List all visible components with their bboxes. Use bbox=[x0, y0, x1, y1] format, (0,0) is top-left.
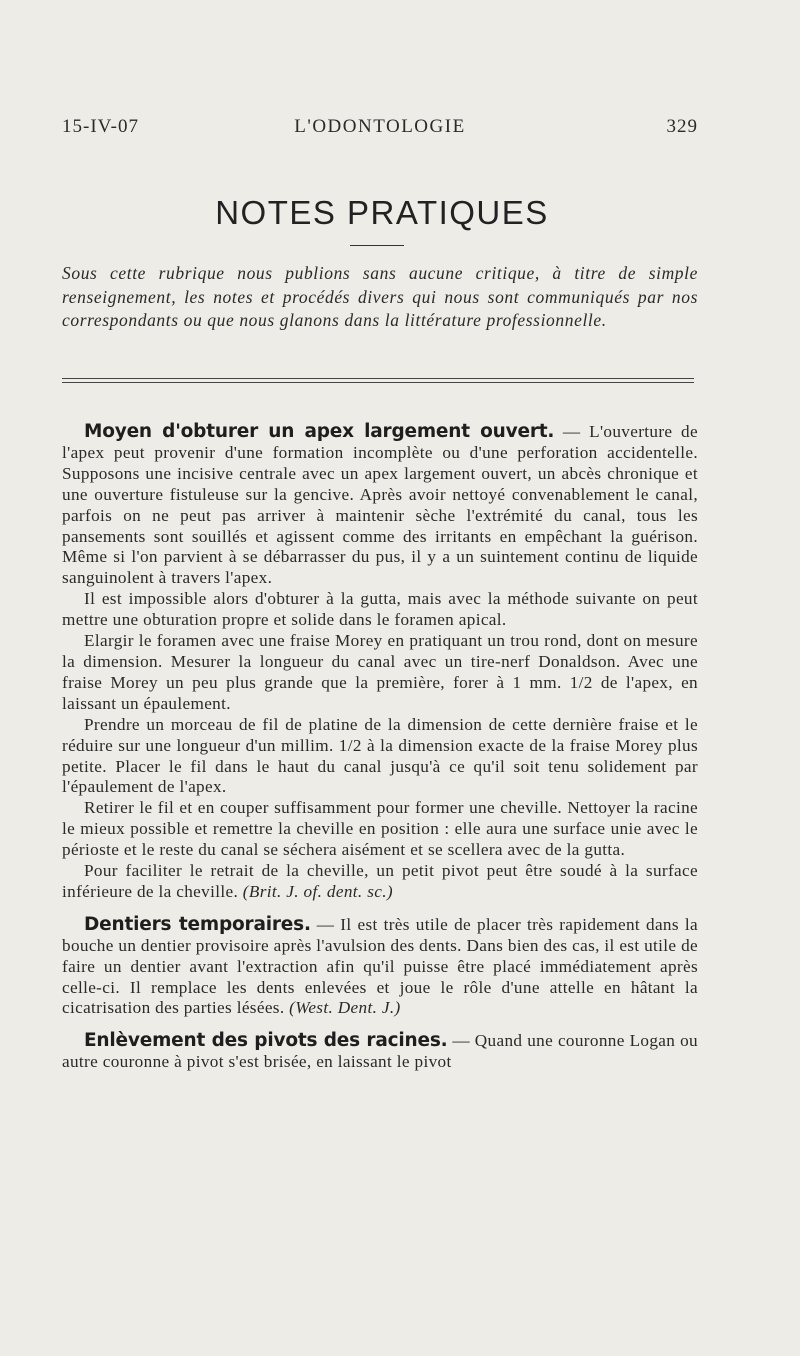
running-header bbox=[62, 116, 698, 146]
source-citation: (Brit. J. of. dent. sc.) bbox=[242, 881, 393, 901]
heading-dash: — bbox=[447, 1031, 475, 1051]
note-apex-paragraph-3: Elargir le foramen avec une fraise Morey en pratiquant un trou rond, dont on mesure la dimension. Mesurer la longueur du canal avec un tire-nerf Donaldson. Avec une fraise Morey un peu plus grande que la première, forer à 1 mm. 1/2 de l'apex, en laissant un épaulement. bbox=[62, 631, 698, 713]
section-title: NOTES PRATIQUES bbox=[215, 194, 549, 231]
note-apex-paragraph-2: Il est impossible alors d'obturer à la gutta, mais avec la méthode suivante on peut mettre une obturation propre et solide dans le foramen apical. bbox=[62, 589, 698, 630]
title-underline bbox=[350, 245, 404, 246]
note-apex-paragraph-4: Prendre un morceau de fil de platine de la dimension de cette dernière fraise et le réduire sur une longueur d'un millim. 1/2 à la dimension exacte de la fraise Morey plus petite. Placer le fil dans le haut du canal jusqu'à ce qu'il soit tenu solidement par l'épaulement de l'apex. bbox=[62, 714, 698, 797]
note-heading-apex: Moyen d'obturer un apex largement ouvert. bbox=[84, 421, 555, 442]
note-apex-text-1: L'ouverture de l'apex peut provenir d'une formation incomplète ou d'une perforation accidentelle. Supposons une incisive centrale avec un apex largement ouvert, un abcès chronique et une ouverture fistuleuse sur la gencive. Après avoir nettoyé convenablement le canal, parfois on ne peut pas arriver à maintenir sèche l'extrémité du canal, tous les pansements sont souillés et agissent comme des irritants en empêchant la guérison. Même si l'on parvient à se débarrasser du pus, il y a un suintement continu de liquide sanguinolent à travers l'apex. bbox=[62, 422, 698, 588]
double-rule-divider bbox=[62, 378, 694, 383]
heading-dash: — bbox=[554, 422, 590, 441]
header-journal-title: L'ODONTOLOGIE bbox=[294, 116, 466, 137]
note-dentiers-paragraph bbox=[62, 915, 698, 1020]
source-citation: (West. Dent. J.) bbox=[289, 998, 401, 1018]
note-pivots-text: Quand une couronne Logan ou autre couronne à pivot s'est brisée, en laissant le pivot bbox=[62, 1031, 698, 1072]
note-pivots-paragraph bbox=[62, 1031, 698, 1073]
note-apex-paragraph-5: Retirer le fil et en couper suffisamment pour former une cheville. Nettoyer la racine le mieux possible et remettre la cheville en position : elle aura une surface unie avec le périoste et le reste du canal se séchera aisément et se scellera avec de la gutta. bbox=[62, 798, 698, 860]
note-apex-paragraph-6 bbox=[62, 861, 698, 903]
note-apex-paragraph-1 bbox=[62, 422, 698, 589]
header-date: 15-IV-07 bbox=[62, 116, 139, 137]
note-heading-pivots: Enlèvement des pivots des racines. bbox=[84, 1030, 448, 1052]
article-body bbox=[62, 422, 698, 1073]
note-heading-dentiers: Dentiers temporaires. bbox=[84, 913, 311, 935]
note-apex-text-6: Pour faciliter le retrait de la cheville, un petit pivot peut être soudé à la surface inférieure de la cheville. bbox=[62, 861, 698, 901]
page-number: 329 bbox=[666, 116, 698, 137]
heading-dash: — bbox=[310, 914, 341, 934]
note-dentiers-text: Il est très utile de placer très rapidement dans la bouche un dentier provisoire après l'avulsion des dents. Dans bien des cas, il est utile de faire un dentier avant l'extraction afin qu'il puisse être placé immédiatement après celle-ci. Il remplace les dents enlevées et joue le rôle d'une attelle en hâtant la cicatrisation des parties lésées. bbox=[62, 914, 698, 1018]
intro-paragraph: Sous cette rubrique nous publions sans aucune critique, à titre de simple renseignement, les notes et procédés divers qui nous sont communiqués par nos correspondants ou que nous glanons dans la littérature professionnelle. bbox=[62, 263, 698, 330]
